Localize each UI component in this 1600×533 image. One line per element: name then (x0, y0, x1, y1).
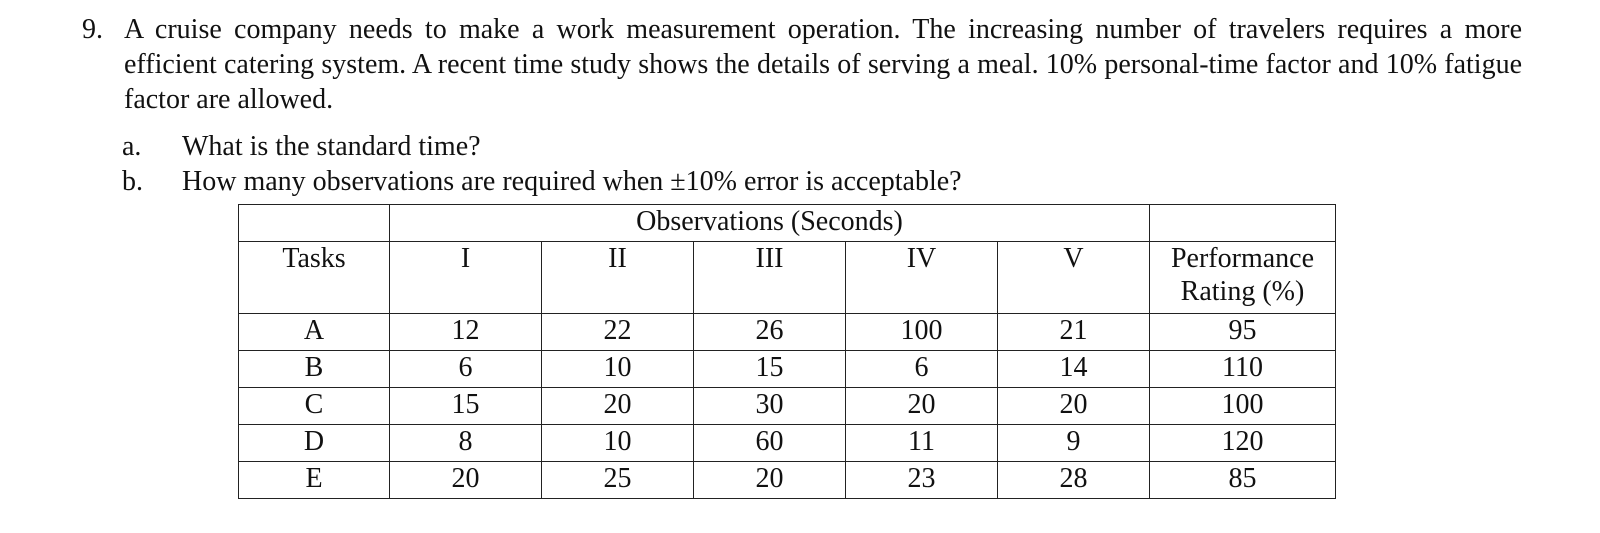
observation-header-v: V (998, 242, 1150, 314)
tasks-header: Tasks (239, 242, 390, 314)
observation-header-i: I (390, 242, 542, 314)
performance-rating-header (1150, 242, 1336, 314)
observation-cell: 20 (998, 388, 1150, 425)
observation-cell: 22 (542, 314, 694, 351)
observation-cell: 15 (694, 351, 846, 388)
empty-header-cell (239, 205, 390, 242)
question-b (122, 164, 962, 199)
rating-cell: 110 (1150, 351, 1336, 388)
question-letter: a. (122, 131, 142, 162)
question-letter: b. (122, 166, 143, 197)
observation-cell: 6 (846, 351, 998, 388)
observation-cell: 8 (390, 425, 542, 462)
observation-cell: 20 (390, 462, 542, 499)
observation-cell: 25 (542, 462, 694, 499)
problem-number: 9. (82, 14, 103, 45)
table-row (239, 462, 1336, 499)
observation-cell: 20 (694, 462, 846, 499)
task-cell: E (239, 462, 390, 499)
observation-cell: 9 (998, 425, 1150, 462)
observation-cell: 28 (998, 462, 1150, 499)
observation-cell: 23 (846, 462, 998, 499)
task-cell: B (239, 351, 390, 388)
question-text: What is the standard time? (182, 131, 481, 162)
observation-cell: 26 (694, 314, 846, 351)
observation-cell: 6 (390, 351, 542, 388)
observation-cell: 100 (846, 314, 998, 351)
task-cell: C (239, 388, 390, 425)
observation-cell: 15 (390, 388, 542, 425)
rating-cell: 85 (1150, 462, 1336, 499)
task-cell: D (239, 425, 390, 462)
task-cell: A (239, 314, 390, 351)
observation-cell: 30 (694, 388, 846, 425)
rating-header-line2: Rating (%) (1180, 276, 1305, 307)
observation-cell: 10 (542, 425, 694, 462)
rating-cell: 120 (1150, 425, 1336, 462)
problem-statement (82, 12, 1522, 197)
observation-header-ii: II (542, 242, 694, 314)
observation-cell: 21 (998, 314, 1150, 351)
observation-cell: 60 (694, 425, 846, 462)
empty-header-cell (1150, 205, 1336, 242)
observations-group-header: Observations (Seconds) (390, 205, 1150, 242)
observation-header-iv: IV (846, 242, 998, 314)
observation-cell: 12 (390, 314, 542, 351)
observation-header-iii: III (694, 242, 846, 314)
observation-cell: 10 (542, 351, 694, 388)
rating-header-line1: Performance (1170, 243, 1315, 274)
table-row (239, 351, 1336, 388)
table-header-row (239, 242, 1336, 314)
table-group-header-row (239, 205, 1336, 242)
question-text: How many observations are required when ±10% error is acceptable? (182, 166, 962, 197)
observations-table (238, 204, 1336, 499)
rating-cell: 100 (1150, 388, 1336, 425)
observation-cell: 20 (542, 388, 694, 425)
table-row (239, 314, 1336, 351)
table-row (239, 425, 1336, 462)
table-row (239, 388, 1336, 425)
observation-cell: 20 (846, 388, 998, 425)
question-a (122, 129, 481, 164)
observation-cell: 11 (846, 425, 998, 462)
observation-cell: 14 (998, 351, 1150, 388)
problem-text: A cruise company needs to make a work measurement operation. The increasing number of travelers requires a more efficient catering system. A recent time study shows the details of serving a meal. 10% personal-time factor and 10% fatigue factor are allowed. (124, 14, 1522, 115)
rating-cell: 95 (1150, 314, 1336, 351)
